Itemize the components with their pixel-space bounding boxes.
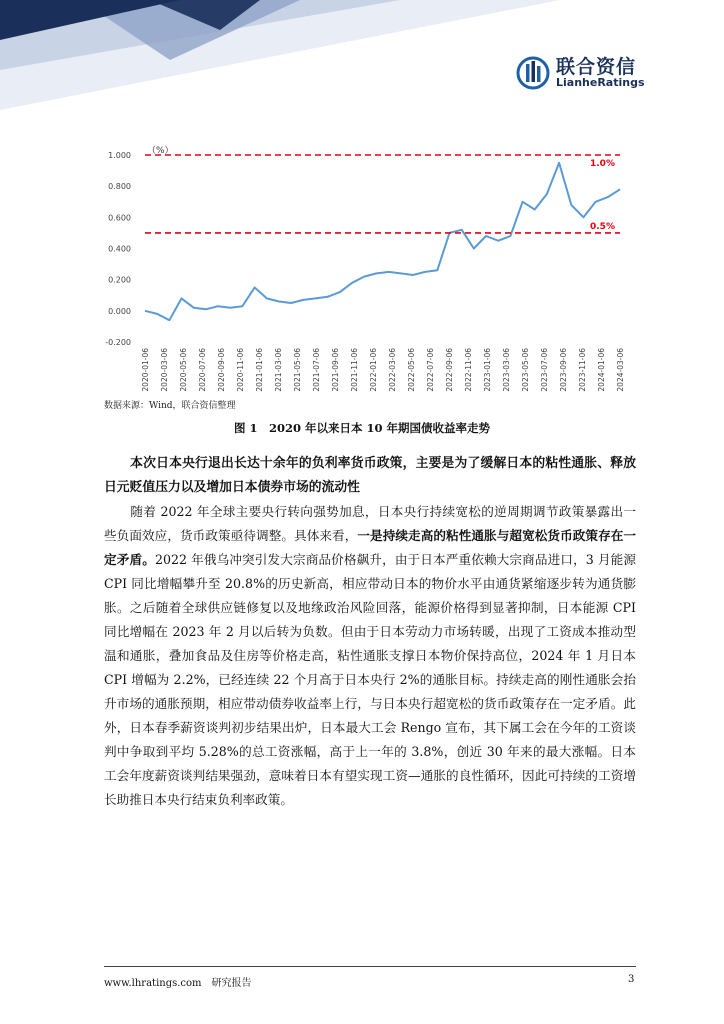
body-text-b: 2022 年俄乌冲突引发大宗商品价格飙升，由于日本严重依赖大宗商品进口，3 月能源 CPI 同比增幅攀升至 20.8%的历史新高，相应带动日本的物价水平由通货紧缩逐步转为通货膨胀。之后随着全球供应链修复以及地缘政治风险回落，能源价格得到显著抑制，日本能源 CPI 同比增幅在 2023 年 2 月以后转为负数。但由于日本劳动力市场转暖，出现了工资成本推动型温和通胀，叠加食品及住房等价格走高，粘性通胀支撑日本物价保持高位，2024 年 1 月日本 CPI 增幅为 2.2%，已经连续 22 个月高于日本央行 2%的通胀目标。持续走高的刚性通胀会抬升市场的通胀预期，相应带动债券收益率上行，与日本央行超宽松的货币政策存在一定矛盾。此外，日本春季薪资谈判初步结果出炉，日本最大工会 Rengo 宣布，其下属工会在今年的工资谈判中争取到平均 5.28%的总工资涨幅，高于上一年的 3.8%，创近 30 年来的最大涨幅。日本工会年度薪资谈判结果强劲，意味着日本有望实现工资—通胀的良性循环，因此可持续的工资增长助推日本央行结束负利率政策。 bbox=[104, 552, 637, 807]
x-tick-label: 2020-11-06 bbox=[236, 348, 245, 392]
x-tick-label: 2020-09-06 bbox=[217, 348, 226, 392]
x-tick-label: 2023-01-06 bbox=[483, 348, 492, 392]
x-tick-label: 2022-07-06 bbox=[426, 348, 435, 392]
x-tick-label: 2021-01-06 bbox=[255, 348, 264, 392]
reference-label: 1.0% bbox=[590, 159, 615, 169]
x-tick-label: 2023-03-06 bbox=[502, 348, 511, 392]
y-tick-label: 0.400 bbox=[108, 244, 131, 254]
figure-caption: 图 1 2020 年以来日本 10 年期国债收益率走势 bbox=[233, 421, 491, 435]
x-tick-label: 2020-05-06 bbox=[179, 348, 188, 392]
y-tick-label: 0.200 bbox=[108, 275, 131, 285]
body-paragraph bbox=[104, 500, 636, 812]
x-tick-label: 2022-01-06 bbox=[369, 348, 378, 392]
x-tick-label: 2020-07-06 bbox=[198, 348, 207, 392]
y-tick-label: 1.000 bbox=[108, 151, 131, 160]
body-text-bold: 一是持续走高的粘性通胀与超宽松货币政策存在一定矛盾。 bbox=[104, 528, 637, 567]
page-number: 3 bbox=[628, 974, 635, 985]
footer-site: www.lhratings.com 研究报告 bbox=[104, 978, 252, 989]
footer-divider bbox=[104, 966, 636, 967]
x-tick-label: 2022-09-06 bbox=[445, 348, 454, 392]
y-tick-label: -0.200 bbox=[105, 338, 131, 347]
company-logo bbox=[516, 54, 666, 94]
x-tick-label: 2022-05-06 bbox=[407, 348, 416, 392]
x-tick-label: 2023-05-06 bbox=[521, 348, 530, 392]
heading-text: 本次日本央行退出长达十余年的负利率货币政策，主要是为了缓解日本的粘性通胀、释放日元贬值压力以及增加日本债券市场的流动性 bbox=[104, 456, 636, 495]
body-text-a: 随着 2022 年全球主要央行转向强势加息，日本央行持续宽松的逆周期调节政策暴露出一些负面效应，货币政策亟待调整。具体来看， bbox=[104, 504, 636, 543]
data-source-note: 数据来源：Wind，联合资信整理 bbox=[104, 401, 236, 411]
bond-yield-chart bbox=[100, 140, 630, 398]
x-tick-label: 2022-11-06 bbox=[464, 348, 473, 392]
x-tick-label: 2021-11-06 bbox=[350, 348, 359, 392]
x-tick-label: 2022-03-06 bbox=[388, 348, 397, 392]
x-tick-label: 2020-01-06 bbox=[141, 348, 150, 392]
x-tick-label: 2021-07-06 bbox=[312, 348, 321, 392]
x-tick-label: 2024-01-06 bbox=[597, 348, 606, 392]
y-tick-label: 0.600 bbox=[108, 213, 131, 223]
x-tick-label: 2023-11-06 bbox=[578, 348, 587, 392]
x-tick-label: 2021-03-06 bbox=[274, 348, 283, 392]
section-heading-paragraph bbox=[104, 452, 636, 500]
yield-series-line bbox=[145, 163, 620, 320]
x-tick-label: 2023-09-06 bbox=[559, 348, 568, 392]
logo-chinese-name: 联合资信 bbox=[556, 56, 637, 78]
reference-label: 0.5% bbox=[590, 221, 615, 232]
x-tick-label: 2021-05-06 bbox=[293, 348, 302, 392]
logo-mark-icon bbox=[516, 56, 550, 90]
y-tick-label: 0.000 bbox=[108, 306, 131, 316]
y-unit-label: （%） bbox=[147, 146, 174, 156]
x-tick-label: 2020-03-06 bbox=[160, 348, 169, 392]
x-tick-label: 2024-03-06 bbox=[616, 348, 625, 392]
x-tick-label: 2021-09-06 bbox=[331, 348, 340, 392]
logo-english-name: LianheRatings bbox=[556, 76, 645, 89]
x-tick-label: 2023-07-06 bbox=[540, 348, 549, 392]
y-tick-label: 0.800 bbox=[108, 182, 131, 192]
